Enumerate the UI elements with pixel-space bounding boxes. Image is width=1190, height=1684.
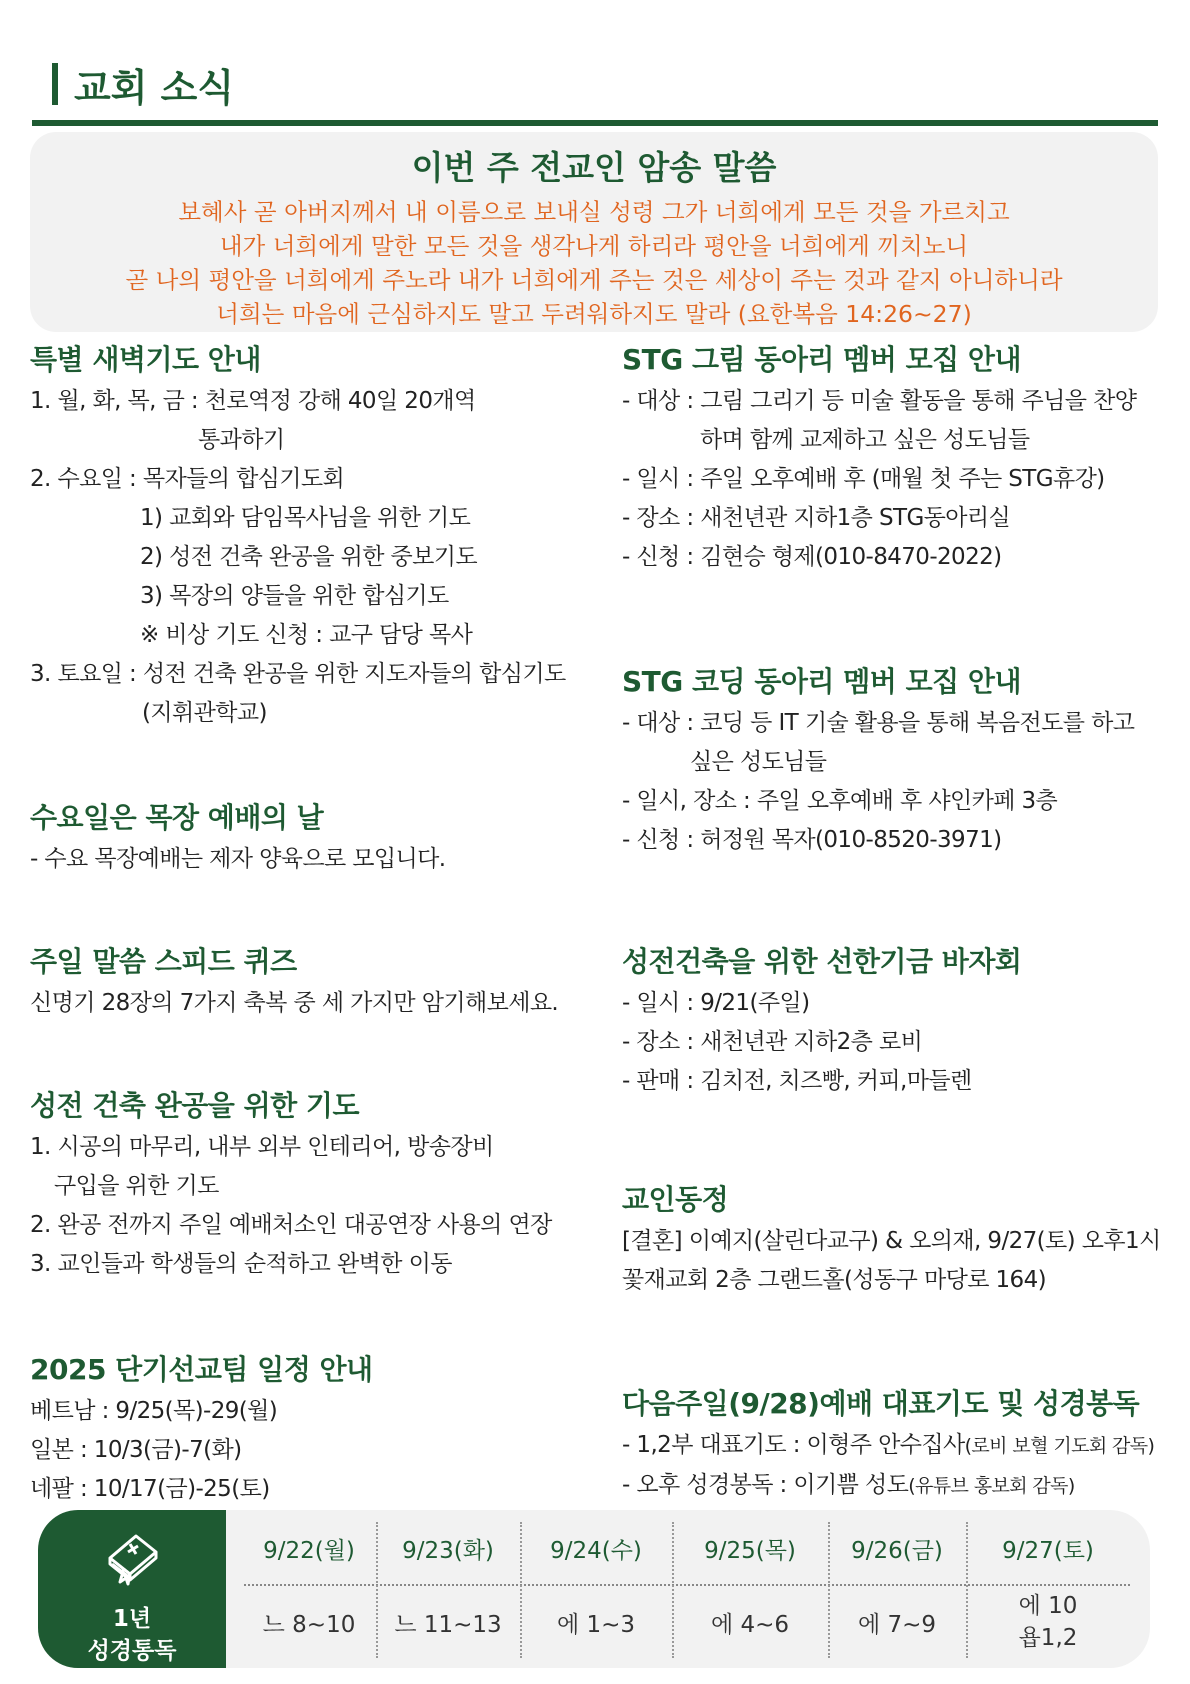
bible-icon (100, 1524, 164, 1588)
reading-passage: 에 7~9 (857, 1612, 937, 1638)
reading-date: 9/23(화) (402, 1538, 494, 1564)
reading-plan-badge (38, 1510, 226, 1668)
section-line: 일본 : 10/3(금)-7(화) (30, 1437, 242, 1463)
reading-day (244, 1510, 374, 1668)
reading-day (968, 1510, 1128, 1668)
dawn-prayer-section (30, 338, 566, 733)
section-line: 꽃재교회 2층 그랜드홀(성동구 마당로 164) (622, 1267, 1046, 1293)
verse-line: 곧 나의 평안을 너희에게 주노라 내가 너희에게 주는 것은 세상이 주는 것과 같지 아니하니라 (125, 266, 1063, 294)
header-divider (32, 120, 1158, 126)
memory-verse-box (30, 132, 1158, 332)
art-club-section (622, 338, 1136, 577)
section-title: 수요일은 목장 예배의 날 (30, 801, 324, 834)
section-line: - 판매 : 김치전, 치즈빵, 커피,마들렌 (622, 1068, 972, 1094)
section-line: - 일시 : 주일 오후예배 후 (매월 첫 주는 STG휴강) (622, 466, 1105, 492)
section-line: - 일시, 장소 : 주일 오후예배 후 샤인카페 3층 (622, 788, 1058, 814)
section-line: 2. 수요일 : 목자들의 합심기도회 (30, 466, 345, 492)
verse-line: 내가 너희에게 말한 모든 것을 생각나게 하리라 평안을 너희에게 끼치노니 (219, 232, 969, 260)
section-line: - 신청 : 김현승 형제(010-8470-2022) (622, 544, 1002, 570)
section-line: - 대상 : 그림 그리기 등 미술 활동을 통해 주님을 찬양 (622, 388, 1137, 414)
bible-reading-plan (38, 1510, 1150, 1668)
quiz-section (30, 940, 558, 1023)
section-line: - 일시 : 9/21(주일) (622, 990, 810, 1016)
section-line: [결혼] 이예지(살린다교구) & 오의재, 9/27(토) 오후1시 (622, 1228, 1161, 1254)
memory-verse-text (30, 195, 1158, 331)
prayer-leader-note: (로비 보혈 기도회 감독) (964, 1435, 1155, 1457)
bazaar-section (622, 940, 1021, 1101)
building-prayer-section (30, 1084, 552, 1284)
badge-label-year: 1년 (112, 1606, 152, 1632)
member-news-section (622, 1178, 1161, 1300)
section-line: 3. 교인들과 학생들의 순적하고 완벽한 이동 (30, 1251, 452, 1277)
section-title: 특별 새벽기도 안내 (30, 343, 261, 376)
reading-day (378, 1510, 518, 1668)
reading-passage-line: 욥1,2 (1018, 1625, 1078, 1651)
verse-line: 보혜사 곧 아버지께서 내 이름으로 보내실 성령 그가 너희에게 모든 것을 가르치고 (178, 198, 1010, 226)
reading-day (830, 1510, 964, 1668)
memory-verse-title: 이번 주 전교인 암송 말씀 (411, 148, 777, 187)
section-line: 신명기 28장의 7가지 축복 중 세 가지만 암기해보세요. (30, 990, 559, 1016)
page-title-text: 교회 소식 (74, 65, 235, 110)
section-line: 1. 시공의 마무리, 내부 외부 인테리어, 방송장비 (30, 1134, 494, 1160)
section-line: 3. 토요일 : 성전 건축 완공을 위한 지도자들의 합심기도 (30, 661, 566, 687)
reading-day (674, 1510, 826, 1668)
section-title: 성전 건축 완공을 위한 기도 (30, 1089, 360, 1122)
section-line: 2) 성전 건축 완공을 위한 중보기도 (140, 544, 477, 570)
section-line: 1) 교회와 담임목사님을 위한 기도 (140, 505, 471, 531)
section-line (622, 1466, 1154, 1506)
badge-label-reading: 성경통독 (87, 1638, 177, 1664)
section-line: (지휘관학교) (142, 700, 267, 726)
mission-section (30, 1348, 373, 1509)
section-title: 다음주일(9/28)예배 대표기도 및 성경봉독 (622, 1387, 1140, 1420)
section-line (622, 1426, 1154, 1466)
reading-passage: 에 4~6 (710, 1612, 790, 1638)
section-line: - 대상 : 코딩 등 IT 기술 활용을 통해 복음전도를 하고 (622, 710, 1135, 736)
section-line: 네팔 : 10/17(금)-25(토) (30, 1476, 270, 1502)
section-line: 2. 완공 전까지 주일 예배처소인 대공연장 사용의 연장 (30, 1212, 552, 1238)
reading-date: 9/22(월) (263, 1538, 355, 1564)
section-title: STG 코딩 동아리 멤버 모집 안내 (622, 665, 1022, 698)
wednesday-section (30, 796, 445, 879)
reading-passage (968, 1590, 1128, 1654)
section-title: 교인동정 (622, 1183, 729, 1216)
section-line: - 장소 : 새천년관 지하1층 STG동아리실 (622, 505, 1011, 531)
section-line: 싶은 성도님들 (690, 749, 827, 775)
reading-date: 9/24(수) (550, 1538, 642, 1564)
reading-date: 9/27(토) (1002, 1538, 1094, 1564)
reading-passage: 느 11~13 (394, 1612, 502, 1638)
section-line: - 수요 목장예배는 제자 양육으로 모입니다. (30, 846, 446, 872)
section-line: ※ 비상 기도 신청 : 교구 담당 목사 (140, 622, 473, 648)
section-title: 성전건축을 위한 선한기금 바자회 (622, 945, 1022, 978)
section-title: STG 그림 동아리 멤버 모집 안내 (622, 343, 1022, 376)
coding-club-section (622, 660, 1134, 860)
reading-passage-line: 에 10 (1018, 1593, 1078, 1619)
section-line: 하며 함께 교제하고 싶은 성도님들 (700, 427, 1030, 453)
scripture-reader-note: (유튜브 홍보회 감독) (908, 1475, 1075, 1497)
section-line: 베트남 : 9/25(목)-29(월) (30, 1398, 278, 1424)
reading-passage: 느 8~10 (262, 1612, 356, 1638)
section-line: - 장소 : 새천년관 지하2층 로비 (622, 1029, 923, 1055)
section-line: 3) 목장의 양들을 위한 합심기도 (140, 583, 449, 609)
section-line: - 신청 : 허정원 목자(010-8520-3971) (622, 827, 1002, 853)
section-line: 구입을 위한 기도 (54, 1173, 219, 1199)
reading-day (522, 1510, 670, 1668)
section-title: 주일 말씀 스피드 퀴즈 (30, 945, 297, 978)
verse-line: 너희는 마음에 근심하지도 말고 두려워하지도 말라 (요한복음 14:26~27) (216, 300, 972, 328)
title-accent-bar (52, 63, 58, 105)
section-line: 통과하기 (198, 427, 285, 453)
scripture-reader-text: - 오후 성경봉독 : 이기쁨 성도 (622, 1472, 909, 1498)
section-title: 2025 단기선교팀 일정 안내 (30, 1353, 373, 1386)
reading-passage: 에 1~3 (556, 1612, 636, 1638)
reading-date: 9/25(목) (704, 1538, 796, 1564)
reading-date: 9/26(금) (851, 1538, 943, 1564)
next-sunday-section (622, 1382, 1154, 1506)
section-line: 1. 월, 화, 목, 금 : 천로역정 강해 40일 20개역 (30, 388, 476, 414)
page-title (52, 60, 234, 108)
prayer-leader-text: - 1,2부 대표기도 : 이형주 안수집사 (622, 1432, 965, 1458)
